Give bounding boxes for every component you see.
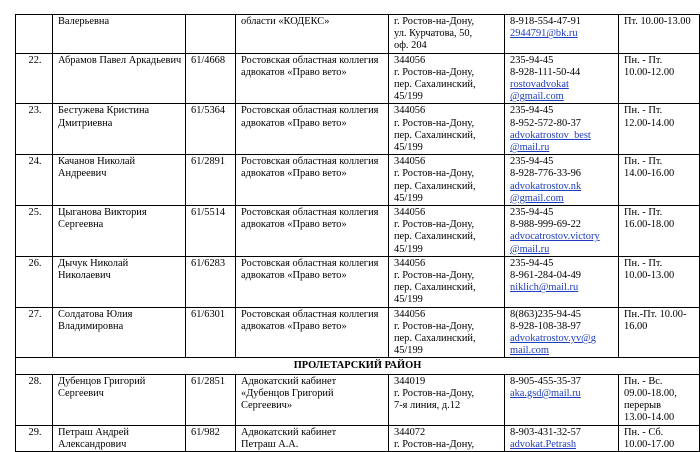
email-link[interactable]: rostovadvokat @gmail.com — [510, 79, 569, 103]
email-link[interactable]: advokat.Petrash — [510, 438, 577, 450]
office-hours: Пн. - Пт. 16.00-18.00 — [619, 206, 700, 257]
section-title: ПРОЛЕТАРСКИЙ РАЙОН — [16, 358, 700, 374]
organization: Ростовская областная коллегия адвокатов «Право вето» — [236, 307, 389, 358]
email-link[interactable]: advocatrostov.victory @mail.ru — [510, 231, 600, 255]
address: г. Ростов-на-Дону, ул. Курчатова, 50, оф. 204 — [389, 15, 505, 54]
organization: Ростовская областная коллегия адвокатов «Право вето» — [236, 155, 389, 206]
table-row — [16, 15, 700, 54]
contacts-cell — [505, 206, 619, 257]
office-hours: Пн. - Пт. 10.00-13.00 — [619, 256, 700, 307]
phone-numbers: 235-94-45 8-961-284-04-49 — [510, 257, 581, 282]
contacts-cell — [505, 155, 619, 206]
email-link[interactable]: aka.gsd@mail.ru — [510, 387, 581, 399]
registry-number: 61/6283 — [186, 256, 236, 307]
table-row — [16, 155, 700, 206]
email-link[interactable]: advokatrostov.yv@g mail.com — [510, 333, 596, 357]
row-number — [16, 15, 53, 54]
office-hours: Пн. - Пт. 10.00-12.00 — [619, 53, 700, 104]
organization: Ростовская областная коллегия адвокатов «Право вето» — [236, 104, 389, 155]
phone-numbers: 235-94-45 8-928-776-33-96 — [510, 156, 581, 180]
row-number: 28. — [16, 374, 53, 425]
address: 344056 г. Ростов-на-Дону, пер. Сахалинский, 45/199 — [389, 104, 505, 155]
address: 344056 г. Ростов-на-Дону, пер. Сахалинский, 45/199 — [389, 307, 505, 358]
row-number: 24. — [16, 155, 53, 206]
contacts-cell — [505, 15, 619, 54]
email-link[interactable]: niklich@mail.ru — [510, 282, 579, 294]
table-row — [16, 53, 700, 104]
address: 344072 г. Ростов-на-Дону, — [389, 425, 505, 451]
section-header-row — [16, 358, 700, 374]
phone-numbers: 8-905-455-35-37 — [510, 375, 581, 387]
table-row — [16, 307, 700, 358]
lawyer-name: Дубенцов Григорий Сергеевич — [53, 374, 186, 425]
office-hours: Пн. - Вс. 09.00-18.00, перерыв 13.00-14.00 — [619, 374, 700, 425]
organization: Адвокатский кабинет «Дубенцов Григорий Сергеевич» — [236, 374, 389, 425]
contacts-cell — [505, 425, 619, 451]
row-number: 27. — [16, 307, 53, 358]
row-number: 23. — [16, 104, 53, 155]
address: 344056 г. Ростов-на-Дону, пер. Сахалинский, 45/199 — [389, 206, 505, 257]
phone-numbers: 8(863)235-94-45 8-928-108-38-97 — [510, 308, 581, 332]
email-link[interactable]: 2944791@bk.ru — [510, 28, 578, 40]
lawyer-name: Дычук Николай Николаевич — [53, 256, 186, 307]
lawyer-name: Цыганова Виктория Сергеевна — [53, 206, 186, 257]
office-hours: Пн.-Пт. 10.00- 16.00 — [619, 307, 700, 358]
registry-number: 61/982 — [186, 425, 236, 451]
registry-number: 61/4668 — [186, 53, 236, 104]
phone-numbers: 235-94-45 8-928-111-50-44 — [510, 54, 581, 78]
registry-number — [186, 15, 236, 54]
row-number: 29. — [16, 425, 53, 451]
row-number: 26. — [16, 256, 53, 307]
office-hours: Пн. - Пт. 12.00-14.00 — [619, 104, 700, 155]
contacts-cell — [505, 256, 619, 307]
phone-numbers: 8-903-431-32-57 — [510, 426, 581, 438]
organization: Адвокатский кабинет Петраш А.А. — [236, 425, 389, 451]
contacts-cell — [505, 104, 619, 155]
address: 344056 г. Ростов-на-Дону, пер. Сахалинский, 45/199 — [389, 53, 505, 104]
table-row — [16, 206, 700, 257]
lawyer-name: Бестужева Кристина Дмитриевна — [53, 104, 186, 155]
lawyer-name: Валерьевна — [53, 15, 186, 54]
row-number: 25. — [16, 206, 53, 257]
lawyers-registry-table — [15, 14, 700, 452]
organization: Ростовская областная коллегия адвокатов «Право вето» — [236, 256, 389, 307]
registry-number: 61/5364 — [186, 104, 236, 155]
lawyer-name: Петраш Андрей Александрович — [53, 425, 186, 451]
address: 344056 г. Ростов-на-Дону, пер. Сахалинский, 45/199 — [389, 256, 505, 307]
phone-numbers: 235-94-45 8-988-999-69-22 — [510, 207, 581, 231]
organization: Ростовская областная коллегия адвокатов «Право вето» — [236, 53, 389, 104]
row-number: 22. — [16, 53, 53, 104]
lawyer-name: Качанов Николай Андреевич — [53, 155, 186, 206]
phone-numbers: 8-918-554-47-91 — [510, 16, 581, 27]
organization: области «КОДЕКС» — [236, 15, 389, 54]
phone-numbers: 235-94-45 8-952-572-80-37 — [510, 105, 581, 129]
email-link[interactable]: advokatrostov_best @mail.ru — [510, 129, 591, 154]
email-link[interactable]: advokatrostov.nk @gmail.com — [510, 180, 582, 204]
registry-number: 61/5514 — [186, 206, 236, 257]
lawyer-name: Солдатова Юлия Владимировна — [53, 307, 186, 358]
organization: Ростовская областная коллегия адвокатов «Право вето» — [236, 206, 389, 257]
contacts-cell — [505, 374, 619, 425]
registry-number: 61/6301 — [186, 307, 236, 358]
table-body — [16, 15, 700, 452]
table-row — [16, 374, 700, 425]
table-row — [16, 256, 700, 307]
address: 344019 г. Ростов-на-Дону, 7-я линия, д.12 — [389, 374, 505, 425]
lawyer-name: Абрамов Павел Аркадьевич — [53, 53, 186, 104]
office-hours: Пн. - Сб. 10.00-17.00 — [619, 425, 700, 451]
table-row — [16, 104, 700, 155]
contacts-cell — [505, 307, 619, 358]
address: 344056 г. Ростов-на-Дону, пер. Сахалинский, 45/199 — [389, 155, 505, 206]
office-hours: Пт. 10.00-13.00 — [619, 15, 700, 54]
office-hours: Пн. - Пт. 14.00-16.00 — [619, 155, 700, 206]
contacts-cell — [505, 53, 619, 104]
registry-number: 61/2891 — [186, 155, 236, 206]
registry-number: 61/2851 — [186, 374, 236, 425]
table-row — [16, 425, 700, 451]
